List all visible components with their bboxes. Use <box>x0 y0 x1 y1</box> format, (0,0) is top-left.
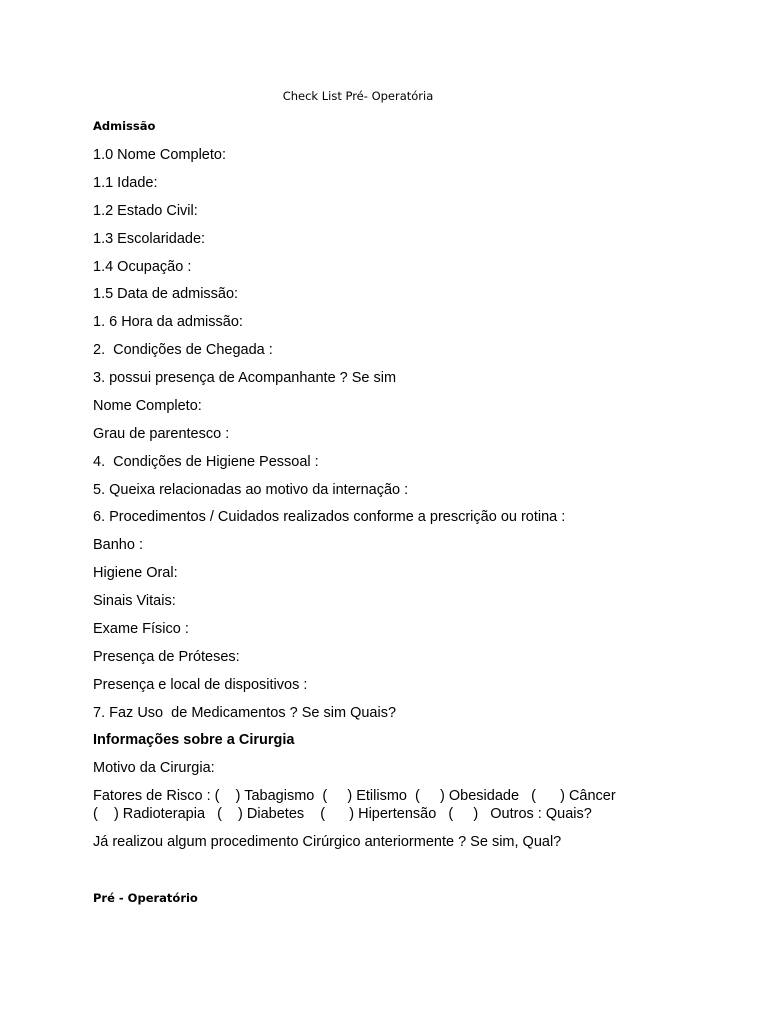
field-sinais-vitais: Sinais Vitais: <box>93 593 176 609</box>
field-acompanhante-nome: Nome Completo: <box>93 398 202 414</box>
section-heading-admissao: Admissão <box>93 119 156 133</box>
field-dispositivos: Presença e local de dispositivos : <box>93 677 308 693</box>
field-queixa: 5. Queixa relacionadas ao motivo da internação : <box>93 482 409 498</box>
field-acompanhante: 3. possui presença de Acompanhante ? Se sim <box>93 370 397 386</box>
field-estado-civil: 1.2 Estado Civil: <box>93 203 198 219</box>
field-exame-fisico: Exame Físico : <box>93 621 189 637</box>
field-idade: 1.1 Idade: <box>93 175 158 191</box>
field-ocupacao: 1.4 Ocupação : <box>93 259 192 275</box>
field-hora-admissao: 1. 6 Hora da admissão: <box>93 314 243 330</box>
field-escolaridade: 1.3 Escolaridade: <box>93 231 206 247</box>
field-higiene-oral: Higiene Oral: <box>93 565 178 581</box>
field-banho: Banho : <box>93 537 143 553</box>
field-grau-parentesco: Grau de parentesco : <box>93 426 230 442</box>
section-heading-pre-operatorio: Pré - Operatório <box>93 891 198 905</box>
field-higiene-pessoal: 4. Condições de Higiene Pessoal : <box>93 454 319 470</box>
field-procedimentos: 6. Procedimentos / Cuidados realizados conforme a prescrição ou rotina : <box>93 509 566 525</box>
field-condicoes-chegada: 2. Condições de Chegada : <box>93 342 273 358</box>
field-fatores-risco-line2: ( ) Radioterapia ( ) Diabetes ( ) Hipertensão ( ) Outros : Quais? <box>93 806 592 822</box>
field-motivo-cirurgia: Motivo da Cirurgia: <box>93 760 215 776</box>
field-proteses: Presença de Próteses: <box>93 649 240 665</box>
field-nome-completo: 1.0 Nome Completo: <box>93 147 226 163</box>
field-data-admissao: 1.5 Data de admissão: <box>93 286 239 302</box>
field-procedimento-anterior: Já realizou algum procedimento Cirúrgico anteriormente ? Se sim, Qual? <box>93 834 562 850</box>
document-title: Check List Pré- Operatória <box>282 89 434 103</box>
field-fatores-risco-line1: Fatores de Risco : ( ) Tabagismo ( ) Etilismo ( ) Obesidade ( ) Câncer <box>93 788 616 804</box>
field-medicamentos: 7. Faz Uso de Medicamentos ? Se sim Quais? <box>93 705 397 721</box>
section-heading-cirurgia: Informações sobre a Cirurgia <box>93 732 295 748</box>
